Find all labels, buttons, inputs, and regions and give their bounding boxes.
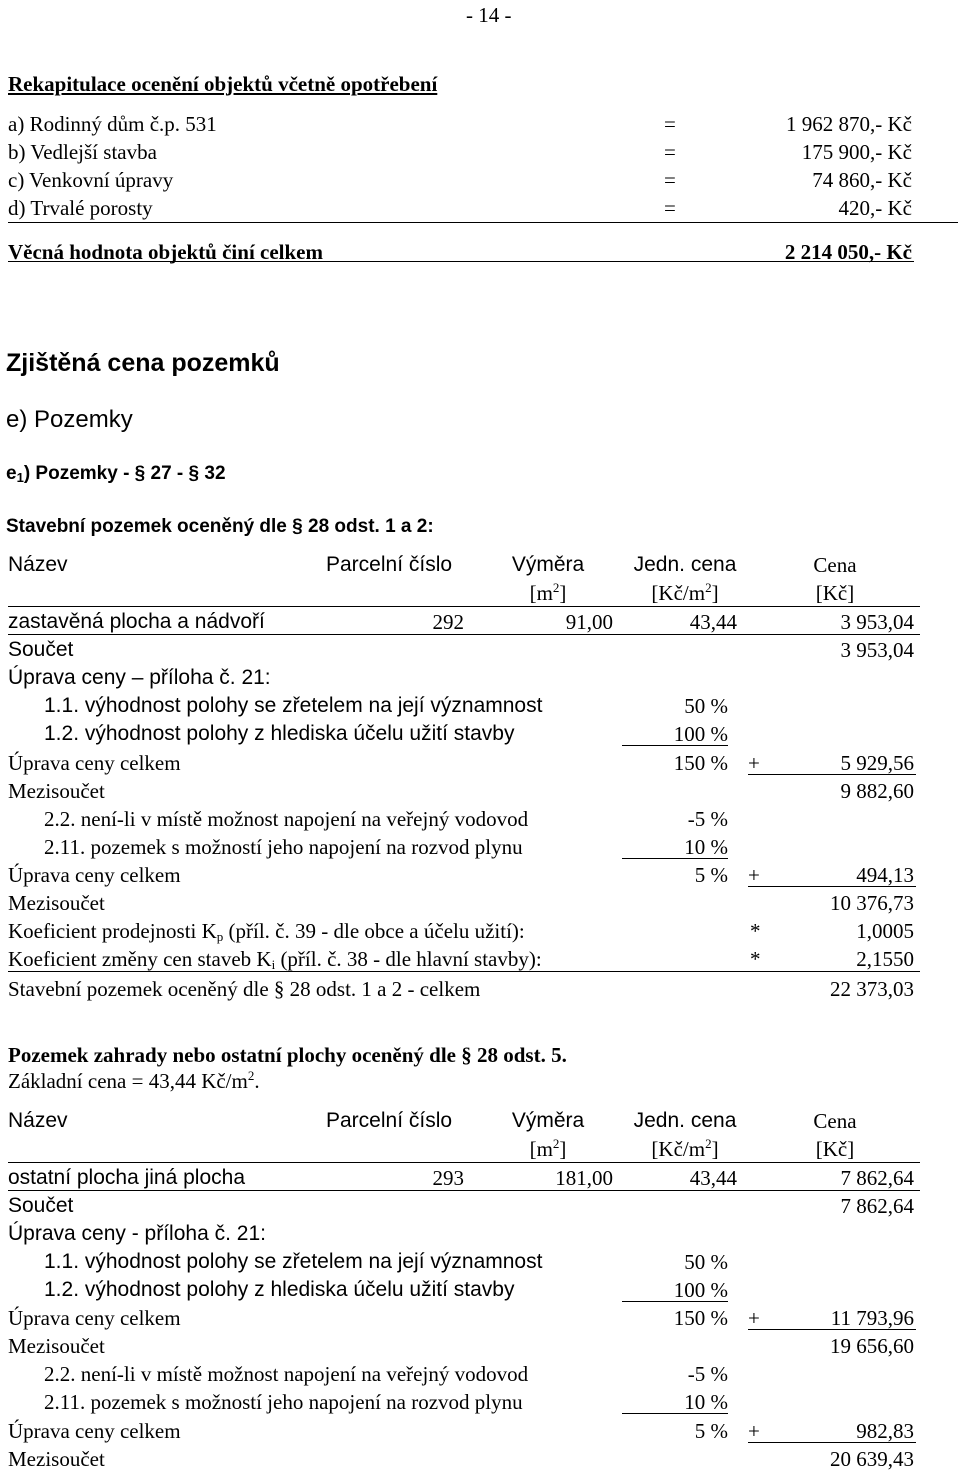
recap-label-c: c) Venkovní úpravy	[8, 168, 174, 192]
s1-total2-value: 494,13	[856, 863, 914, 887]
s1-adj3-pct: -5 %	[687, 807, 728, 831]
land-sub2-prefix: e	[6, 463, 17, 484]
s1-header-name: Název	[8, 553, 68, 576]
s1-adj3-label: 2.2. není-li v místě možnost napojení na veřejný vodovod	[44, 807, 529, 831]
s1-header-price: Cena	[813, 553, 857, 577]
s1-adj2-rule	[622, 858, 728, 859]
recap-eq-d: =	[664, 196, 676, 220]
s2-mid1-value: 19 656,60	[830, 1334, 914, 1358]
land-sub2-suffix: ) Pozemky - § 27 - § 32	[23, 463, 226, 484]
s2-adj4-pct: 10 %	[684, 1390, 728, 1414]
s1-row-parcel: 292	[432, 610, 464, 634]
recap-value-a: 1 962 870,- Kč	[786, 112, 912, 136]
s2-row-parcel: 293	[432, 1166, 464, 1190]
recap-eq-a: =	[664, 112, 676, 136]
s2-header-area-unit: $[m^2]$	[529, 1136, 567, 1161]
recap-total-label: Věcná hodnota objektů činí celkem	[8, 240, 323, 264]
s1-header-unit-price: Jedn. cena	[633, 553, 737, 576]
s1-adj-rule	[622, 745, 728, 746]
s1-total2-op: +	[748, 863, 760, 887]
s2-adj3-pct: -5 %	[687, 1362, 728, 1386]
s1-adj1-label: 1.1. výhodnost polohy se zřetelem na její významnost	[44, 694, 543, 717]
s1-coef-rule	[8, 971, 920, 972]
s1-row-price: 3 953,04	[840, 610, 914, 634]
s1-adj2-pct: 100 %	[673, 722, 728, 746]
s1-mid1-value: 9 882,60	[840, 779, 914, 803]
s2-total2-rule	[748, 1442, 916, 1443]
recap-value-c: 74 860,- Kč	[812, 168, 912, 192]
s1-total1-op: +	[748, 751, 760, 775]
s2-mid1-label: Mezisoučet	[8, 1334, 105, 1358]
s1-coef2-value: 2,1550	[856, 947, 914, 971]
s2-total2-op: +	[748, 1419, 760, 1443]
s2-adj2-label: 1.2. výhodnost polohy z hlediska účelu užití stavby	[44, 1278, 515, 1301]
s1-coef1-value: 1,0005	[856, 919, 914, 943]
recap-label-d: d) Trvalé porosty	[8, 196, 153, 220]
s1-header-area-unit: $[m^2]$	[529, 580, 567, 605]
s1-header-price-unit: [Kč]	[815, 581, 855, 605]
s1-total1-value: 5 929,56	[840, 751, 914, 775]
s1-total1-label: Úprava ceny celkem	[8, 751, 181, 775]
s1-row-name: zastavěná plocha a nádvoří	[8, 610, 265, 633]
s1-coef2-label: Koeficient změny cen staveb $K_i$ (příl. č. 38 - dle hlavní stavby):	[8, 947, 542, 972]
page-number: - 14 -	[466, 3, 512, 27]
s2-total1-label: Úprava ceny celkem	[8, 1306, 181, 1330]
s1-total1-pct: 150 %	[673, 751, 728, 775]
s1-sum-label: Součet	[8, 638, 74, 661]
recap-divider	[8, 222, 958, 223]
s1-coef1-op: *	[750, 919, 761, 943]
s2-adj-rule	[622, 1301, 728, 1302]
s1-total1-rule	[748, 774, 916, 775]
s1-sum-value: 3 953,04	[840, 638, 914, 662]
land-heading: Zjištěná cena pozemků	[6, 349, 280, 377]
s1-total2-label: Úprava ceny celkem	[8, 863, 181, 887]
s2-row-price: 7 862,64	[840, 1166, 914, 1190]
s2-row-area: 181,00	[555, 1166, 613, 1190]
s2-total1-op: +	[748, 1306, 760, 1330]
recap-label-a: a) Rodinný dům č.p. 531	[8, 112, 217, 136]
recap-total-value: 2 214 050,- Kč	[784, 240, 912, 264]
s2-header-area: Výměra	[511, 1109, 585, 1132]
s2-row-name: ostatní plocha jiná plocha	[8, 1166, 245, 1189]
s1-row-unit-price: 43,44	[689, 610, 737, 634]
s2-header-parcel: Parcelní číslo	[326, 1109, 453, 1132]
land-sub2	[6, 462, 226, 490]
s2-adj2-rule	[622, 1413, 728, 1414]
land-sub2-index: 1	[16, 470, 24, 485]
s1-mid2-label: Mezisoučet	[8, 891, 105, 915]
s2-total2-value: 982,83	[856, 1419, 914, 1443]
s1-adj1-pct: 50 %	[684, 694, 728, 718]
recap-heading: Rekapitulace ocenění objektů včetně opotřebení	[8, 72, 438, 96]
s2-header-unit-price: Jedn. cena	[633, 1109, 737, 1132]
s1-adj2-label: 1.2. výhodnost polohy z hlediska účelu užití stavby	[44, 722, 515, 745]
s1-total2-pct: 5 %	[694, 863, 728, 887]
s2-adj2-pct: 100 %	[673, 1278, 728, 1302]
s1-mid2-value: 10 376,73	[830, 891, 914, 915]
s2-total1-value: 11 793,96	[830, 1306, 914, 1330]
s1-coef1-label: Koeficient prodejnosti $K_p$ (příl. č. 39 - dle obce a účelu užití):	[8, 919, 525, 944]
recap-total-underline	[8, 261, 914, 262]
recap-label-b: b) Vedlejší stavba	[8, 140, 157, 164]
s1-header-parcel: Parcelní číslo	[326, 553, 453, 576]
s2-row-unit-price: 43,44	[689, 1166, 737, 1190]
recap-value-b: 175 900,- Kč	[801, 140, 912, 164]
recap-value-d: 420,- Kč	[838, 196, 912, 220]
s1-row-rule	[8, 634, 920, 635]
s2-adj4-label: 2.11. pozemek s možností jeho napojení na rozvod plynu	[44, 1390, 523, 1414]
s2-header-price: Cena	[813, 1109, 857, 1133]
s1-row-area: 91,00	[565, 610, 613, 634]
s2-total1-rule	[748, 1329, 916, 1330]
s2-header-price-unit: [Kč]	[815, 1137, 855, 1161]
s2-header-rule	[8, 1162, 920, 1163]
s1-header-unit-price-unit: $[Kč/m^2]$	[651, 580, 719, 605]
recap-eq-c: =	[664, 168, 676, 192]
s1-coef2-op: *	[750, 947, 761, 971]
s2-total1-pct: 150 %	[673, 1306, 728, 1330]
s1-adj4-pct: 10 %	[684, 835, 728, 859]
section1-title: Stavební pozemek oceněný dle § 28 odst. 1 a 2:	[6, 516, 434, 537]
s1-mid1-label: Mezisoučet	[8, 779, 105, 803]
s2-mid2-value: 20 639,43	[830, 1447, 914, 1471]
s1-header-area: Výměra	[511, 553, 585, 576]
s1-total2-rule	[748, 886, 916, 887]
s2-total2-pct: 5 %	[694, 1419, 728, 1443]
s2-adj1-label: 1.1. výhodnost polohy se zřetelem na její významnost	[44, 1250, 543, 1273]
land-subheading: e) Pozemky	[6, 406, 133, 433]
section2-title: Pozemek zahrady nebo ostatní plochy oceněný dle § 28 odst. 5.	[8, 1043, 567, 1067]
s2-adj3-label: 2.2. není-li v místě možnost napojení na veřejný vodovod	[44, 1362, 529, 1386]
recap-eq-b: =	[664, 140, 676, 164]
s2-adjust-label: Úprava ceny - příloha č. 21:	[8, 1222, 266, 1245]
s2-header-name: Název	[8, 1109, 68, 1132]
s1-final-label: Stavební pozemek oceněný dle § 28 odst. 1 a 2 - celkem	[8, 977, 481, 1001]
s1-final-value: 22 373,03	[830, 977, 914, 1001]
s2-row-rule	[8, 1190, 920, 1191]
s2-header-unit-price-unit: $[Kč/m^2]$	[651, 1136, 719, 1161]
s2-total2-label: Úprava ceny celkem	[8, 1419, 181, 1443]
section2-base-price: Základní cena = 43,44 $Kč/m^2$.	[8, 1068, 260, 1093]
s2-adj1-pct: 50 %	[684, 1250, 728, 1274]
s2-sum-value: 7 862,64	[840, 1194, 914, 1218]
s1-adj4-label: 2.11. pozemek s možností jeho napojení na rozvod plynu	[44, 835, 523, 859]
s1-adjust-label: Úprava ceny – příloha č. 21:	[8, 666, 271, 689]
s2-mid2-label: Mezisoučet	[8, 1447, 105, 1471]
s2-sum-label: Součet	[8, 1194, 74, 1217]
s1-header-rule	[8, 606, 920, 607]
